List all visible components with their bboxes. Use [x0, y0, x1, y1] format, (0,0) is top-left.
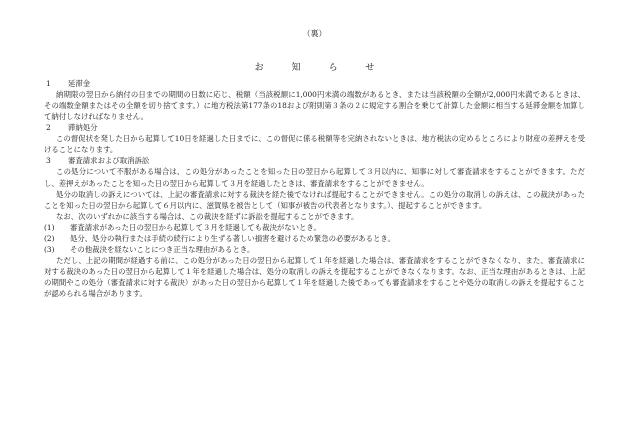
section-paragraph: なお、次のいずれかに該当する場合は、この裁決を経ずに訴訟を提起することができます。 [56, 211, 359, 221]
section-heading [44, 155, 585, 166]
section-paragraph: この督促状を発した日から起算して10日を経過した日までに、この督促に係る税額等を完納されないときは、地方税法の定めるところにより財産の差押えを受けることになります。 [44, 134, 585, 155]
section-paragraph: この処分について不服がある場合は、この処分があったことを知った日の翌日から起算して３月以内に、知事に対して審査請求をすることができます。ただし、差押えがあったことを知った日の翌日から起算して３月を経過したときは、審査請求をすることができません。 [44, 167, 585, 188]
section-paragraph: 処分の取消しの訴えについては、上記の審査請求に対する裁決を経た後でなければ提起することができません。この処分の取消しの訴えは、この裁決があったことを知った日の翌日から起算して６月以内に、滋賀県を被告として（知事が被告の代表者となります。）、提起することができます。 [44, 189, 585, 210]
list-item [44, 222, 585, 233]
list-item-text: 処分、処分の執行または手続の続行により生ずる著しい損害を避けるため緊急の必要があるとき。 [70, 233, 395, 243]
list-item [44, 244, 585, 255]
list-item [44, 233, 585, 244]
section-paragraph: 納期限の翌日から納付の日までの期間の日数に応じ、税額（当該税額に1,000円未満の端数があるとき、または当該税額の全額が2,000円未満であるときは、その端数金額またはその全額を切り捨てます。）に地方税法第177条の18および附則第３条の２に規定する割合を乗じて計算した金額に相当する延滞金額を加算して納付しなければなりません。 [44, 90, 585, 122]
list-item-number: (2) [44, 233, 55, 243]
section-number: 3 [46, 156, 51, 166]
section-title: 延滞金 [68, 79, 91, 88]
section-number: 1 [46, 79, 51, 88]
section-title: 滞納処分 [68, 123, 98, 133]
section-number: 2 [46, 123, 51, 133]
section-heading [44, 122, 585, 133]
closing-paragraph: ただし、上記の期間が経過する前に、この処分があった日の翌日から起算して１年を経過した場合は、審査請求をすることができなくなり、また、審査請求に対する裁決のあった日の翌日から起算して１年を経過した場合は、処分の取消しの訴えを提起することができなくなります。なお、正当な理由があるときは、上記の期間やこの処分（審査請求に対する裁決）があった日の翌日から起算して１年を経過した後であっても審査請求をすることや処分の取消しの訴えを提起することが認められる場合があります。 [44, 255, 585, 299]
section-title: 審査請求および取消訴訟 [68, 156, 150, 166]
list-item-number: (3) [44, 244, 55, 254]
list-item-number: (1) [44, 222, 55, 232]
list-item-text: 審査請求があった日の翌日から起算して３月を経過しても裁決がないとき。 [70, 222, 321, 232]
reverse-side-label: （裏） [302, 29, 327, 38]
page-title: お知らせ [254, 63, 403, 73]
notice-content [44, 78, 585, 299]
list-item-text: その他裁決を経ないことにつき正当な理由があるとき。 [70, 244, 255, 254]
section-heading [44, 78, 585, 89]
